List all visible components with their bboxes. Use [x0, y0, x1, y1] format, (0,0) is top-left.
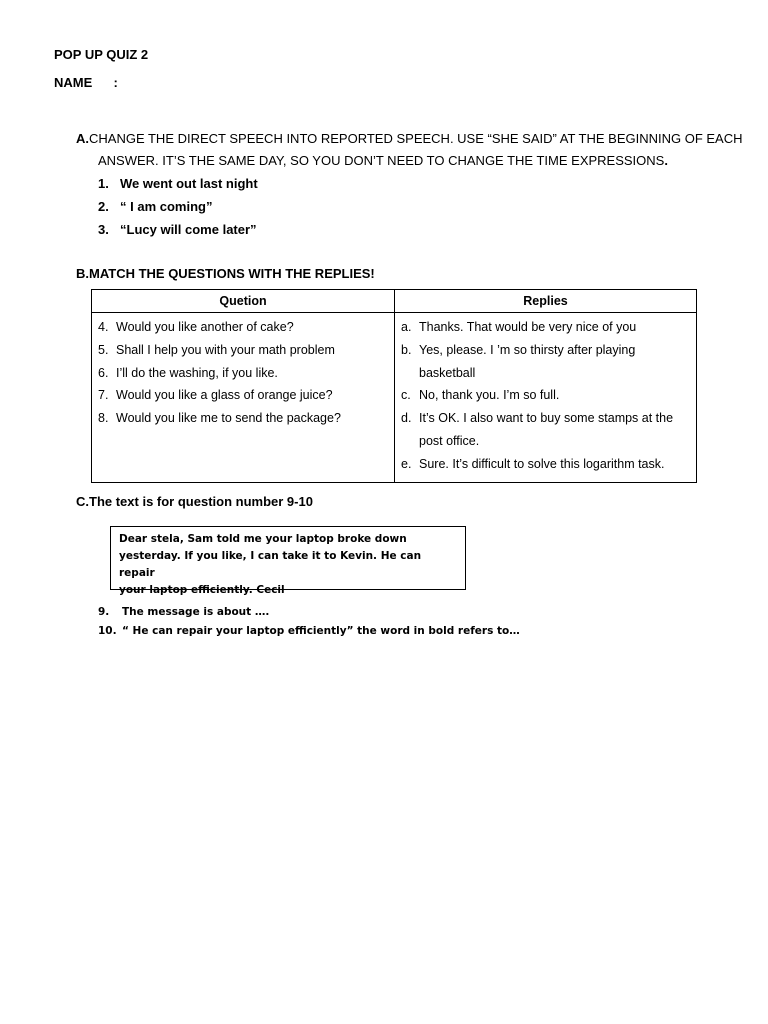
question-item: [98, 384, 388, 407]
section-c-question: [98, 606, 269, 618]
section-a-item: [98, 222, 257, 238]
question-item: [98, 407, 388, 430]
question-number: 6.: [98, 365, 109, 380]
message-line: your laptop efficiently. Cecil: [119, 584, 285, 596]
section-b-title: B.MATCH THE QUESTIONS WITH THE REPLIES!: [76, 266, 375, 281]
reply-item: [401, 384, 690, 407]
section-c-question-number: 9.: [98, 606, 110, 618]
section-a-instruction-line2: [98, 153, 668, 169]
reply-label: e.: [401, 456, 412, 471]
section-a-item-number: 2.: [98, 199, 109, 214]
question-text: Shall I help you with your math problem: [116, 342, 335, 357]
section-a-instruction-end: .: [664, 153, 668, 168]
reply-item: [401, 316, 690, 339]
section-a-letter: A.: [76, 131, 89, 146]
section-a-item-number: 3.: [98, 222, 109, 237]
replies-cell: [395, 313, 697, 483]
name-label: NAME: [54, 75, 93, 90]
reply-continuation: basketball: [419, 365, 476, 380]
quiz-title: POP UP QUIZ 2: [54, 47, 149, 62]
match-table-body-row: [92, 313, 697, 483]
replies-column-header: Replies: [395, 290, 697, 313]
question-number: 7.: [98, 388, 109, 403]
reply-label: d.: [401, 411, 412, 426]
reply-text: No, thank you. I’m so full.: [419, 388, 560, 403]
message-line: Dear stela, Sam told me your laptop broke down: [119, 533, 407, 545]
section-a-item-text: “ I am coming”: [120, 199, 213, 214]
question-item: [98, 362, 388, 385]
reply-item: [401, 339, 690, 362]
questions-cell: [92, 313, 395, 483]
reply-text: Thanks. That would be very nice of you: [419, 320, 637, 334]
reply-item: [401, 407, 690, 430]
section-a-item-text: We went out last night: [120, 176, 258, 191]
match-table-header-row: [92, 290, 697, 313]
message-box: [110, 526, 466, 596]
reply-item: [401, 453, 690, 476]
reply-text: Sure. It’s difficult to solve this logarithm task.: [419, 456, 665, 471]
question-text: Would you like me to send the package?: [116, 411, 341, 426]
match-table: [91, 289, 697, 483]
section-a-instruction-text2: ANSWER. IT’S THE SAME DAY, SO YOU DON’T NEED TO CHANGE THE TIME EXPRESSIONS: [98, 153, 665, 168]
reply-label: b.: [401, 342, 412, 357]
question-number: 8.: [98, 411, 109, 426]
section-c-question-number: 10.: [98, 625, 117, 637]
question-number: 5.: [98, 342, 109, 357]
section-c-question: [98, 625, 520, 637]
question-text: I’ll do the washing, if you like.: [116, 365, 278, 380]
question-text: Would you like a glass of orange juice?: [116, 388, 333, 403]
question-text: Would you like another of cake?: [116, 320, 294, 334]
question-item: [98, 316, 388, 339]
section-a-item: [98, 176, 258, 192]
question-column-header: Quetion: [92, 290, 395, 313]
reply-text: It’s OK. I also want to buy some stamps at the: [419, 411, 674, 426]
section-a-item: [98, 199, 212, 215]
section-a-item-text: “Lucy will come later”: [120, 222, 257, 237]
reply-label: a.: [401, 320, 412, 334]
reply-continuation: post office.: [419, 433, 480, 448]
question-number: 4.: [98, 320, 109, 334]
name-colon: :: [113, 75, 118, 90]
section-c-question-text: The message is about ….: [122, 606, 270, 618]
section-a-instruction-line1: [76, 131, 743, 147]
name-label-row: [54, 75, 118, 90]
question-item: [98, 339, 388, 362]
reply-label: c.: [401, 388, 411, 403]
reply-text: Yes, please. I ’m so thirsty after playing: [419, 342, 636, 357]
section-a-instruction-text1: CHANGE THE DIRECT SPEECH INTO REPORTED SPEECH. USE “SHE SAID” AT THE BEGINNING OF EACH: [89, 131, 743, 146]
message-line: yesterday. If you like, I can take it to Kevin. He can repair: [119, 550, 422, 579]
section-a-item-number: 1.: [98, 176, 109, 191]
section-c-title: C.The text is for question number 9-10: [76, 494, 313, 509]
section-c-question-text: “ He can repair your laptop efficiently” the word in bold refers to…: [122, 625, 520, 637]
